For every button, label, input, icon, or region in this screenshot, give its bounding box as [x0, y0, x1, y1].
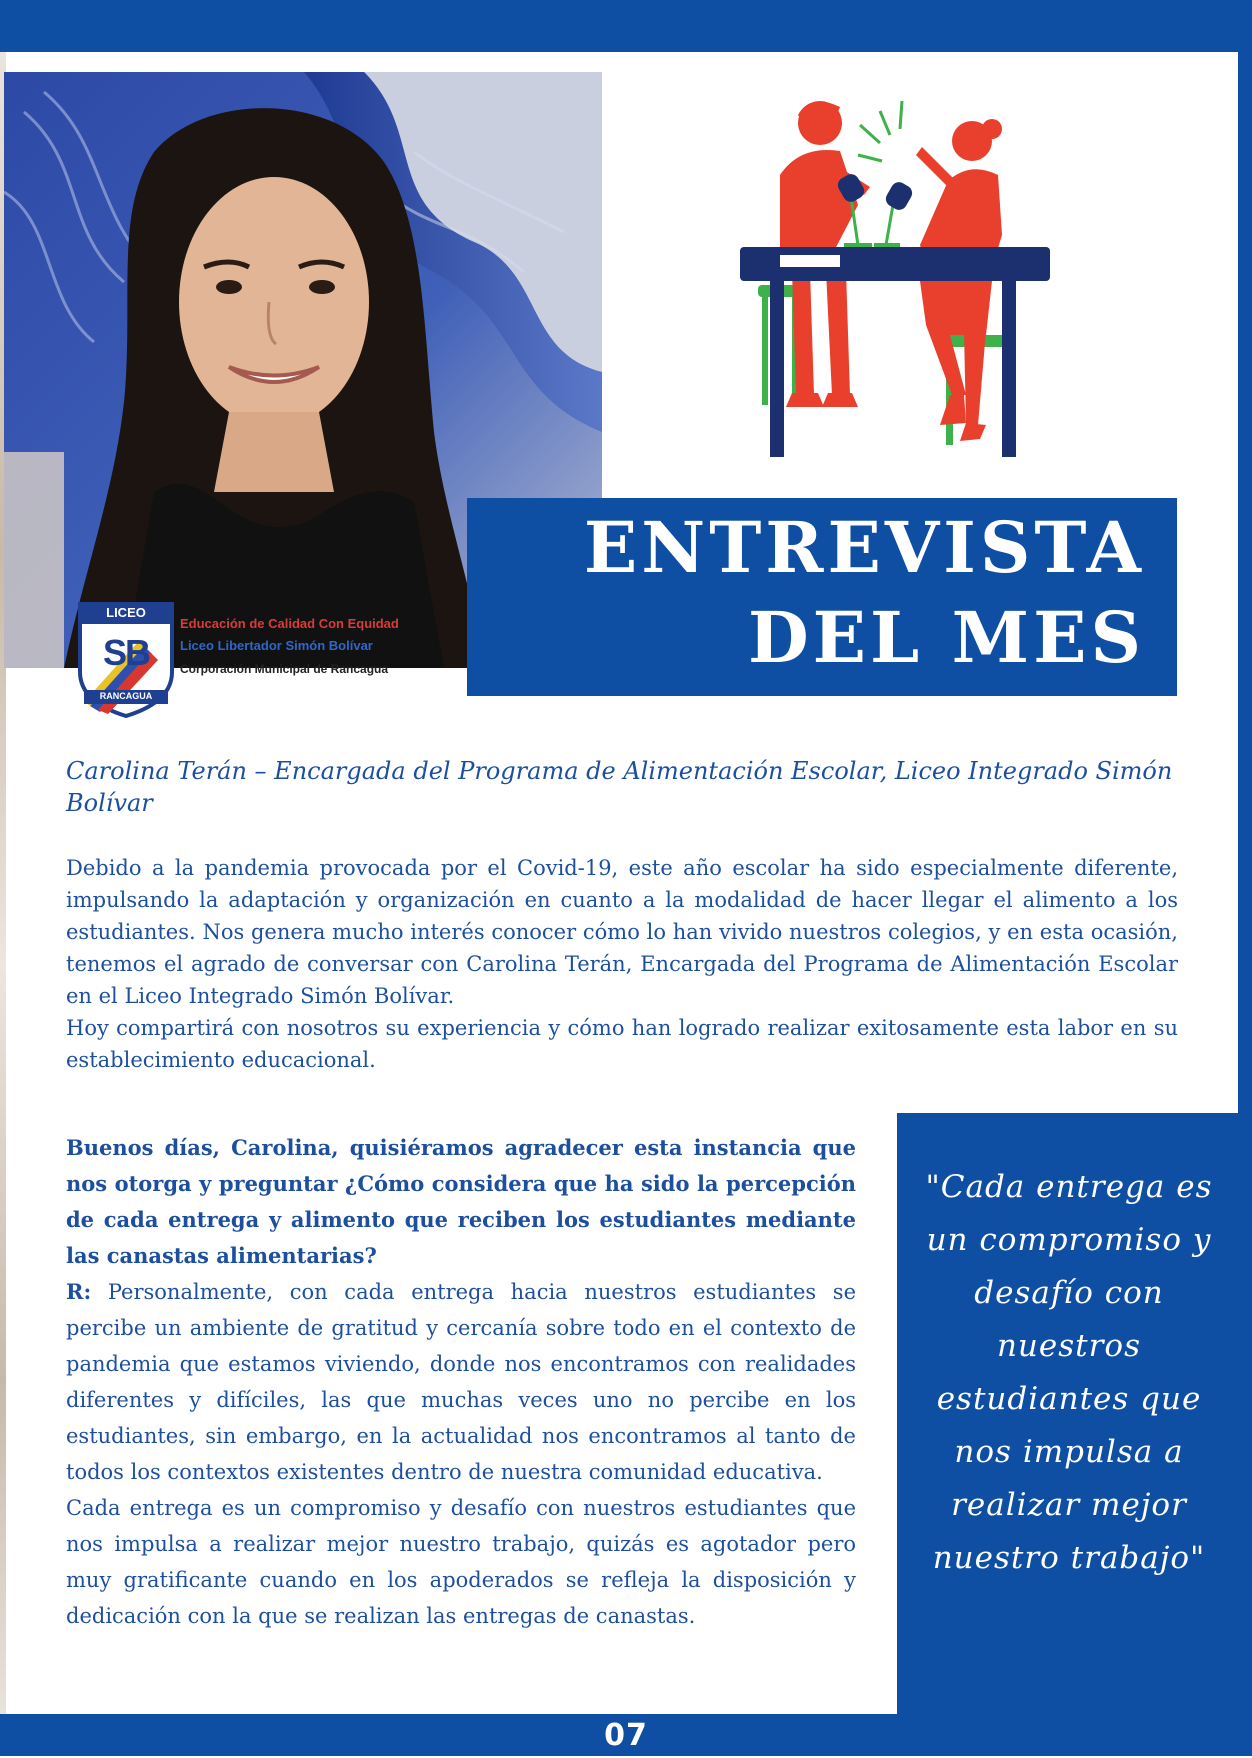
school-logo-shield	[78, 602, 174, 718]
badge-top-text: LICEO	[106, 605, 146, 620]
logo-corporation: Corporación Municipal de Rancagua	[180, 662, 389, 676]
logo-school-name: Liceo Libertador Simón Bolívar	[180, 638, 373, 653]
pull-quote-box	[897, 1113, 1252, 1714]
pull-quote: "Cada entrega es un compromiso y desafío con nuestros estudiantes que nos impulsa a realizar mejor nuestro trabajo"	[925, 1169, 1213, 1576]
top-bar	[0, 0, 1252, 52]
answer-paragraph-2: Cada entrega es un compromiso y desafío con nuestros estudiantes que nos impulsa a realizar mejor nuestro trabajo, quizás es agotador pero muy gratificante cuando en los apoderados se refleja la disposición y dedicación con la que se realizan las entregas de canastas.	[66, 1496, 856, 1628]
interview-question: Buenos días, Carolina, quisiéramos agradecer esta instancia que nos otorga y preguntar ¿Cómo considera que ha sido la percepción de cada entrega y alimento que reciben los estudiantes mediante las canastas alimentarias?	[66, 1135, 856, 1268]
badge-initials: SB	[102, 632, 149, 673]
podcast-interview-icon	[740, 95, 1070, 475]
interview-body	[66, 1130, 856, 1634]
interview-answer	[66, 1274, 856, 1490]
intro-paragraph-1: Debido a la pandemia provocada por el Covid-19, este año escolar ha sido especialmente diferente, impulsando la adaptación y organización en cuanto a la modalidad de hacer llegar el alimento a los estudiantes. Nos genera mucho interés conocer cómo lo han vivido nuestros colegios, y en esta ocasión, tenemos el agrado de conversar con Carolina Terán, Encargada del Programa de Alimentación Escolar en el Liceo Integrado Simón Bolívar.	[66, 856, 1178, 1008]
page-number: 07	[604, 1718, 648, 1753]
intro-text	[66, 852, 1178, 1076]
badge-bottom-text: RANCAGUA	[99, 691, 153, 701]
answer-label: R:	[66, 1279, 92, 1304]
logo-motto: Educación de Calidad Con Equidad	[180, 616, 399, 631]
title-box	[467, 498, 1177, 696]
interview-illustration	[740, 95, 1070, 475]
answer-paragraph-1: Personalmente, con cada entrega hacia nuestros estudiantes se percibe un ambiente de gratitud y cercanía sobre todo en el contexto de pandemia que estamos viviendo, donde nos encontramos con realidades diferentes y difíciles, las que muchas veces uno no percibe en los estudiantes, sin embargo, en la actualidad nos encontramos al tanto de todos los contextos existentes dentro de nuestra comunidad educativa.	[66, 1280, 856, 1484]
intro-paragraph-2: Hoy compartirá con nosotros su experiencia y cómo han logrado realizar exitosamente esta labor en su establecimiento educacional.	[66, 1016, 1178, 1072]
interviewee-subtitle: Carolina Terán – Encargada del Programa de Alimentación Escolar, Liceo Integrado Simón Bolívar	[66, 757, 1173, 817]
school-logo-text	[180, 616, 399, 676]
page-title-line1: ENTREVISTA	[583, 506, 1145, 589]
page-title-line2: DEL MES	[747, 596, 1145, 679]
